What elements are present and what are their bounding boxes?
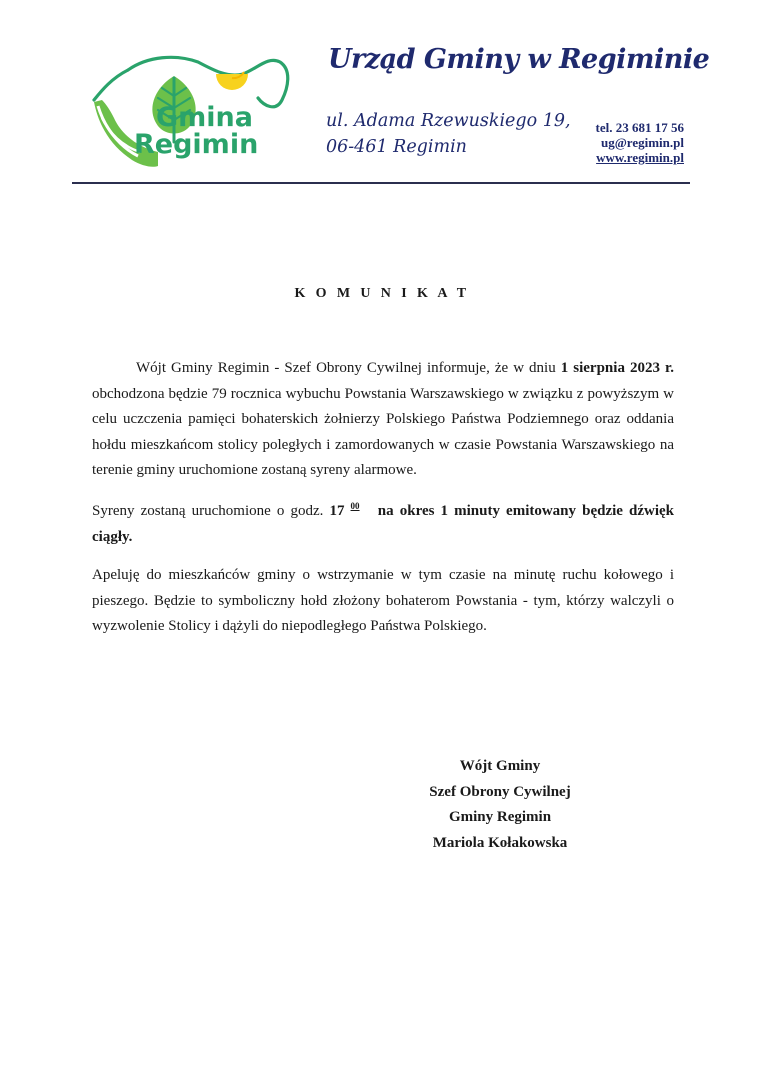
paragraph-announcement (92, 356, 674, 484)
document-title: K O M U N I K A T (294, 286, 470, 301)
office-address (326, 108, 571, 160)
p2-text-a: Syreny zostaną uruchomione o godz. (92, 503, 330, 519)
signature-name: Mariola Kołakowska (432, 834, 568, 851)
address-city: 06-461 Regimin (326, 137, 467, 157)
header-divider (72, 182, 690, 184)
contact-block (596, 120, 684, 165)
p2-bold-text: na okres 1 minuty emitowany będzie dźwięk ciągły. (92, 503, 675, 545)
p2-hour: 17 (329, 503, 345, 519)
office-title: Urząd Gminy w Regiminie (328, 44, 710, 75)
p2-minutes: 00 (350, 501, 360, 511)
paragraph-appeal: Apeluję do mieszkańców gminy o wstrzymanie w tym czasie na minutę ruchu kołowego i pieszego. Będzie to symboliczny hołd złożony bohaterom Powstania - tym, którzy walczyli o wyzwolenie Stolicy i dążyli do niepodległego Państwa Polskiego. (92, 567, 674, 635)
website-link[interactable]: www.regimin.pl (596, 150, 684, 165)
phone-number: tel. 23 681 17 56 (595, 120, 684, 135)
email-address: ug@regimin.pl (600, 135, 684, 150)
paragraph-siren-time (92, 499, 674, 550)
signature-line-3: Gminy Regimin (448, 809, 552, 825)
signature-line-2: Szef Obrony Cywilnej (429, 783, 571, 800)
p1-text-b: obchodzona będzie 79 rocznica wybuchu Powstania Warszawskiego w związku z powyższym w celu uczczenia pamięci bohaterskich żołnierzy Polskiego Państwa Podziemnego oraz oddania hołdu mieszkańcom stolicy poległych i zamordowanych w czasie Powstania Warszawskiego na terenie gminy uruchomione zostaną syreny alarmowe. (92, 385, 674, 479)
signature-block (400, 754, 600, 856)
signature-line-1: Wójt Gminy (459, 758, 541, 774)
logo-wordmark (134, 102, 259, 160)
p1-text-a: Wójt Gminy Regimin - Szef Obrony Cywilnej informuje, że w dniu (136, 360, 561, 376)
logo-line-2: Regimin (134, 129, 259, 160)
p1-date: 1 sierpnia 2023 r. (560, 360, 675, 376)
address-street: ul. Adama Rzewuskiego 19, (326, 111, 571, 131)
logo-line-1: Gmina (156, 102, 253, 133)
